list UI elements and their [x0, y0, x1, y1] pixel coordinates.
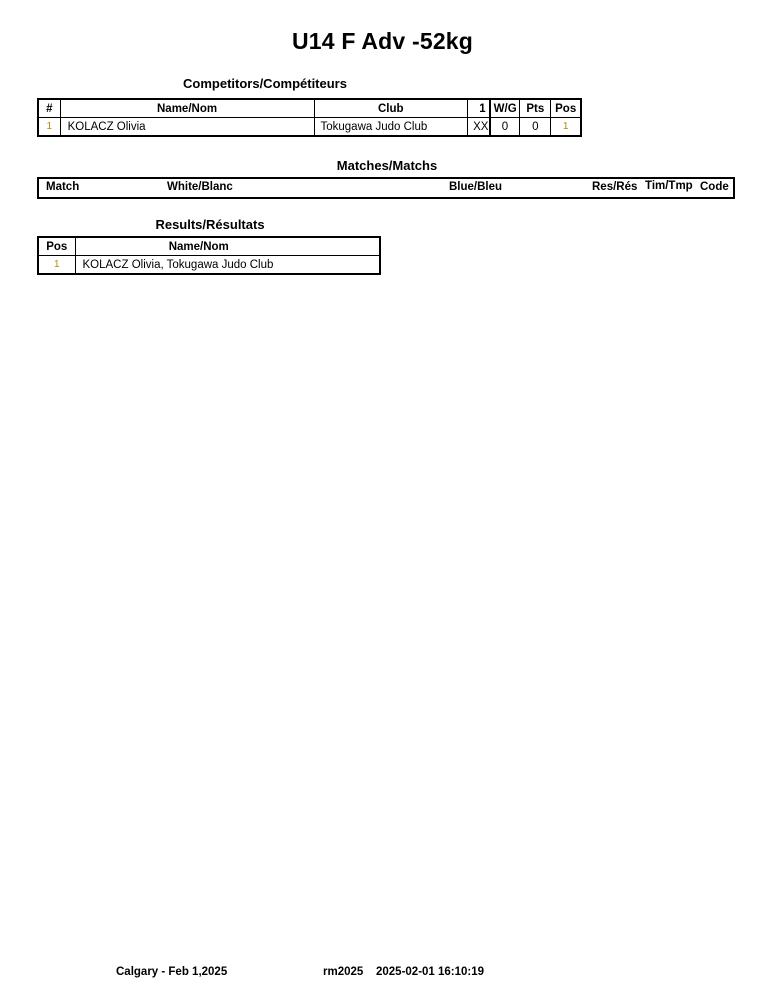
results-heading: Results/Résultats — [155, 217, 265, 232]
competitor-self-cell: XX — [468, 118, 490, 137]
competitor-name: KOLACZ Olivia — [60, 118, 314, 137]
col-header-points: Pts — [520, 99, 551, 118]
page-title: U14 F Adv -52kg — [291, 28, 474, 54]
col-header-white: White/Blanc — [167, 181, 233, 193]
col-header-result-position: Pos — [38, 237, 75, 256]
col-header-match: Match — [46, 181, 80, 193]
competitors-table — [37, 98, 582, 137]
competitor-club: Tokugawa Judo Club — [314, 118, 468, 137]
col-header-position: Pos — [551, 99, 581, 118]
results-table — [37, 236, 381, 275]
matches-heading: Matches/Matchs — [336, 158, 438, 173]
result-name: KOLACZ Olivia, Tokugawa Judo Club — [75, 256, 380, 275]
footer-location-date: Calgary - Feb 1,2025 — [116, 966, 228, 978]
col-header-wins: W/G — [490, 99, 520, 118]
col-header-name: Name/Nom — [60, 99, 314, 118]
col-header-result: Res/Rés — [592, 181, 638, 193]
col-header-result-name: Name/Nom — [75, 237, 380, 256]
table-row — [38, 118, 581, 137]
col-header-code: Code — [700, 181, 729, 193]
col-header-number: # — [38, 99, 60, 118]
matches-header-bar — [37, 177, 735, 199]
competitor-number: 1 — [38, 118, 60, 137]
competitor-wins: 0 — [490, 118, 520, 137]
competitors-header-row — [38, 99, 581, 118]
col-header-blue: Blue/Bleu — [449, 181, 503, 193]
footer-software: rm2025 — [323, 966, 364, 978]
col-header-time: Tim/Tmp — [645, 180, 693, 192]
col-header-opponent-1: 1 — [468, 99, 490, 118]
col-header-club: Club — [314, 99, 468, 118]
results-header-row — [38, 237, 380, 256]
competitor-points: 0 — [520, 118, 551, 137]
footer-timestamp: 2025-02-01 16:10:19 — [376, 966, 485, 978]
table-row — [38, 256, 380, 275]
result-position: 1 — [38, 256, 75, 275]
competitors-heading: Competitors/Compétiteurs — [183, 76, 347, 91]
competitor-position: 1 — [551, 118, 581, 137]
